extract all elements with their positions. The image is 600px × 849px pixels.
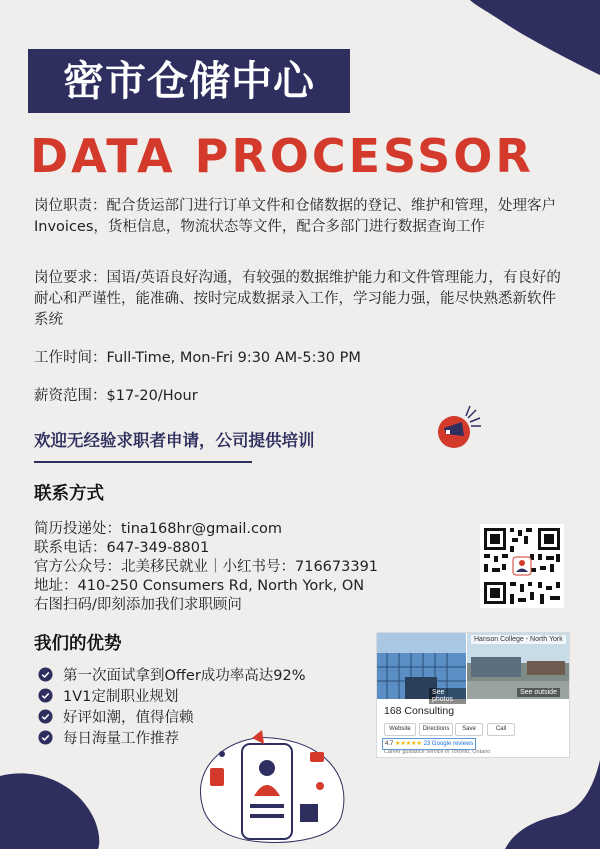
- advantage-text: 每日海量工作推荐: [63, 731, 179, 747]
- advantage-item: [38, 706, 194, 726]
- call-button[interactable]: Call: [487, 723, 515, 736]
- phone-illustration: [192, 724, 352, 844]
- save-button[interactable]: Save: [455, 723, 483, 736]
- job-duties: 岗位职责：配合货运部门进行订单文件和仓储数据的登记、维护和管理，处理客户Invoices，货柜信息，物流状态等文件，配合多部门进行数据查询工作: [34, 198, 556, 235]
- check-circle-icon: [38, 667, 53, 682]
- star-rating-icon: ★★★★★: [395, 741, 422, 747]
- website-button[interactable]: Website: [384, 723, 416, 736]
- directions-button[interactable]: Directions: [419, 723, 453, 736]
- building-photo[interactable]: [377, 633, 466, 703]
- contact-phone[interactable]: 联系电话：647-349-8801: [34, 540, 210, 556]
- contact-address: 地址：410-250 Consumers Rd, North York, ON: [34, 578, 365, 594]
- check-circle-icon: [38, 688, 53, 703]
- advantage-text: 好评如潮，值得信赖: [63, 710, 194, 726]
- check-circle-icon: [38, 709, 53, 724]
- contact-social: 官方公众号：北美移民就业｜小红书号：716673391: [34, 559, 379, 575]
- advantage-text: 第一次面试拿到Offer成功率高达92%: [63, 668, 306, 684]
- contact-scan-hint: 右图扫码/即刻添加我们求职顾问: [34, 597, 242, 613]
- reviews-link[interactable]: 23 Google reviews: [423, 741, 474, 747]
- megaphone-icon: [434, 404, 484, 450]
- bottom-right-blob: [505, 760, 600, 849]
- check-circle-icon: [38, 730, 53, 745]
- qr-code[interactable]: [480, 524, 564, 608]
- advantage-item: [38, 685, 178, 705]
- section-divider: [34, 461, 252, 463]
- advantage-item: [38, 664, 306, 684]
- business-name[interactable]: 168 Consulting: [384, 705, 455, 717]
- advantages-heading: 我们的优势: [34, 634, 122, 654]
- contact-heading: 联系方式: [34, 484, 104, 504]
- see-outside-label[interactable]: See outside: [517, 688, 560, 697]
- rating-value: 4.7: [385, 741, 394, 747]
- advantage-text: 1V1定制职业规划: [63, 689, 179, 705]
- salary-range: 薪资范围：$17-20/Hour: [34, 388, 198, 404]
- top-right-blob: [470, 0, 600, 80]
- map-location-label: Hanson College - North York: [471, 635, 566, 644]
- bottom-left-blob: [0, 766, 110, 849]
- contact-email[interactable]: 简历投递处：tina168hr@gmail.com: [34, 521, 282, 537]
- business-category: Career guidance service in Toronto, Ontario: [384, 749, 491, 755]
- work-hours: 工作时间：Full-Time, Mon-Fri 9:30 AM-5:30 PM: [34, 350, 361, 366]
- chinese-title: 密市仓储中心: [28, 49, 350, 113]
- job-requirements: 岗位要求：国语/英语良好沟通，有较强的数据维护能力和文件管理能力，有良好的耐心和严谨性，能准确、按时完成数据录入工作，学习能力强，能尽快熟悉新软件系统: [34, 270, 561, 328]
- see-photos-label[interactable]: See photos: [429, 688, 466, 704]
- welcome-message: 欢迎无经验求职者申请，公司提供培训: [34, 431, 315, 450]
- job-title: DATA PROCESSOR: [30, 129, 534, 183]
- business-listing-card[interactable]: [376, 632, 570, 758]
- advantage-item: [38, 727, 179, 747]
- street-photo[interactable]: [467, 633, 569, 699]
